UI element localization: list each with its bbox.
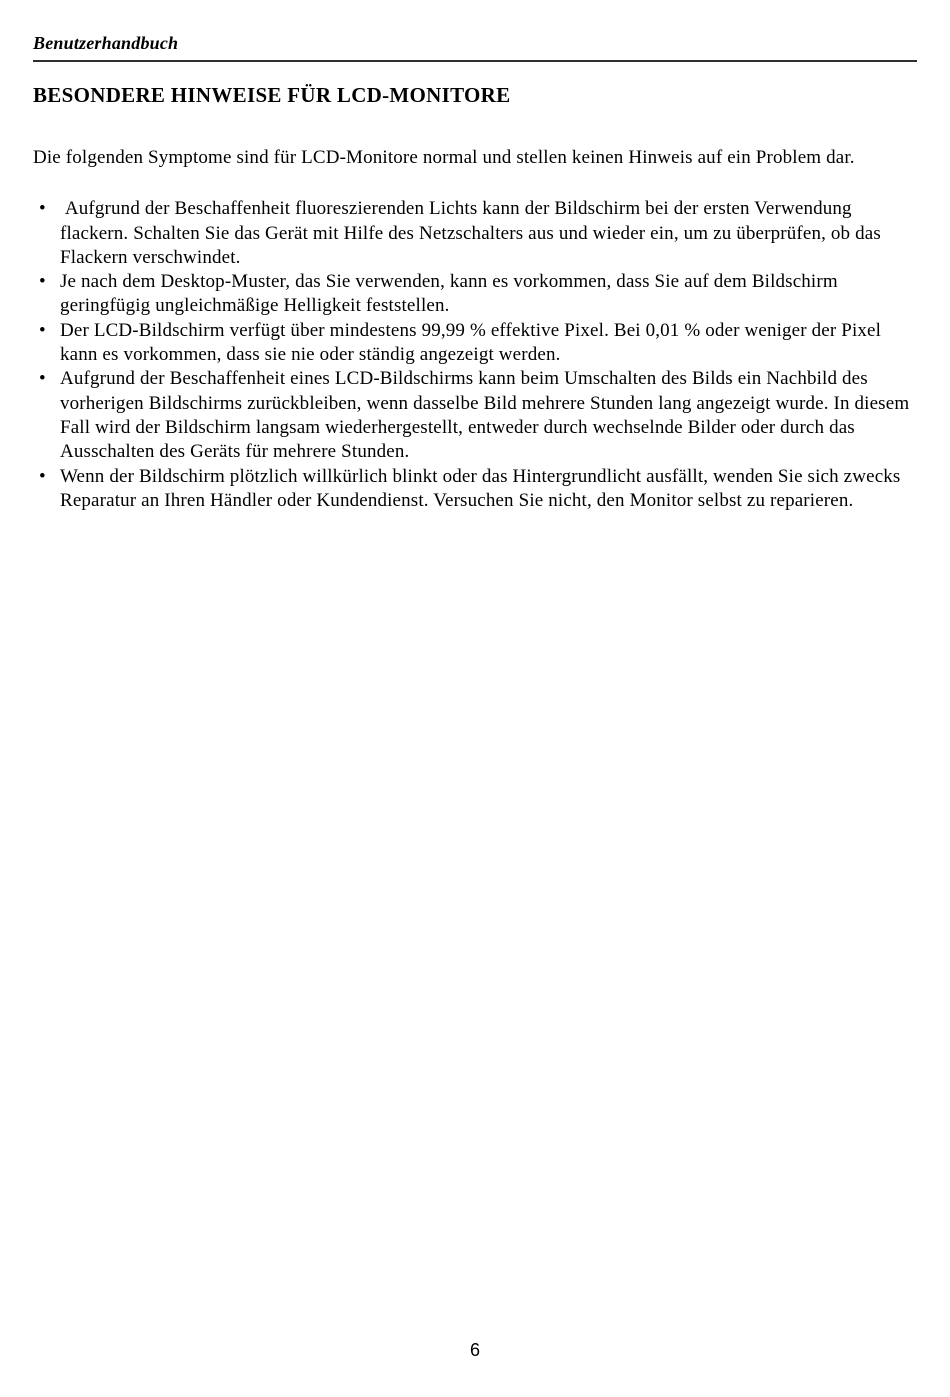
list-item: • Aufgrund der Beschaffenheit eines LCD-Bildschirms kann beim Umschalten des Bilds ein Nachbild des vorherigen Bildschirms zurückbleiben, wenn dasselbe Bild mehrere Stunden lang angezeigt wurde. In diesem Fall wird der Bildschirm langsam wiederhergestellt, entweder durch wechselnde Bilder oder durch das Ausschalten des Geräts für mehrere Stunden. bbox=[60, 367, 917, 464]
bullet-list bbox=[33, 197, 917, 513]
list-item: • Aufgrund der Beschaffenheit fluoreszierenden Lichts kann der Bildschirm bei der ersten Verwendung flackern. Schalten Sie das Gerät mit Hilfe des Netzschalters aus und wieder ein, um zu überprüfen, ob das Flackern verschwindet. bbox=[60, 197, 917, 270]
list-item: • Je nach dem Desktop-Muster, das Sie verwenden, kann es vorkommen, dass Sie auf dem Bildschirm geringfügig ungleichmäßige Helligkeit feststellen. bbox=[60, 270, 917, 319]
header-title: Benutzerhandbuch bbox=[33, 33, 179, 53]
page-header bbox=[33, 0, 917, 62]
page-title: BESONDERE HINWEISE FÜR LCD-MONITORE bbox=[33, 83, 511, 107]
intro-paragraph: Die folgenden Symptome sind für LCD-Monitore normal und stellen keinen Hinweis auf ein Problem dar. bbox=[33, 147, 855, 168]
page-number: 6 bbox=[469, 1340, 480, 1360]
list-item: • Der LCD-Bildschirm verfügt über mindestens 99,99 % effektive Pixel. Bei 0,01 % oder weniger der Pixel kann es vorkommen, dass sie nie oder ständig angezeigt werden. bbox=[60, 319, 917, 368]
list-item: • Wenn der Bildschirm plötzlich willkürlich blinkt oder das Hintergrundlicht ausfällt, wenden Sie sich zwecks Reparatur an Ihren Händler oder Kundendienst. Versuchen Sie nicht, den Monitor selbst zu reparieren. bbox=[60, 465, 917, 514]
